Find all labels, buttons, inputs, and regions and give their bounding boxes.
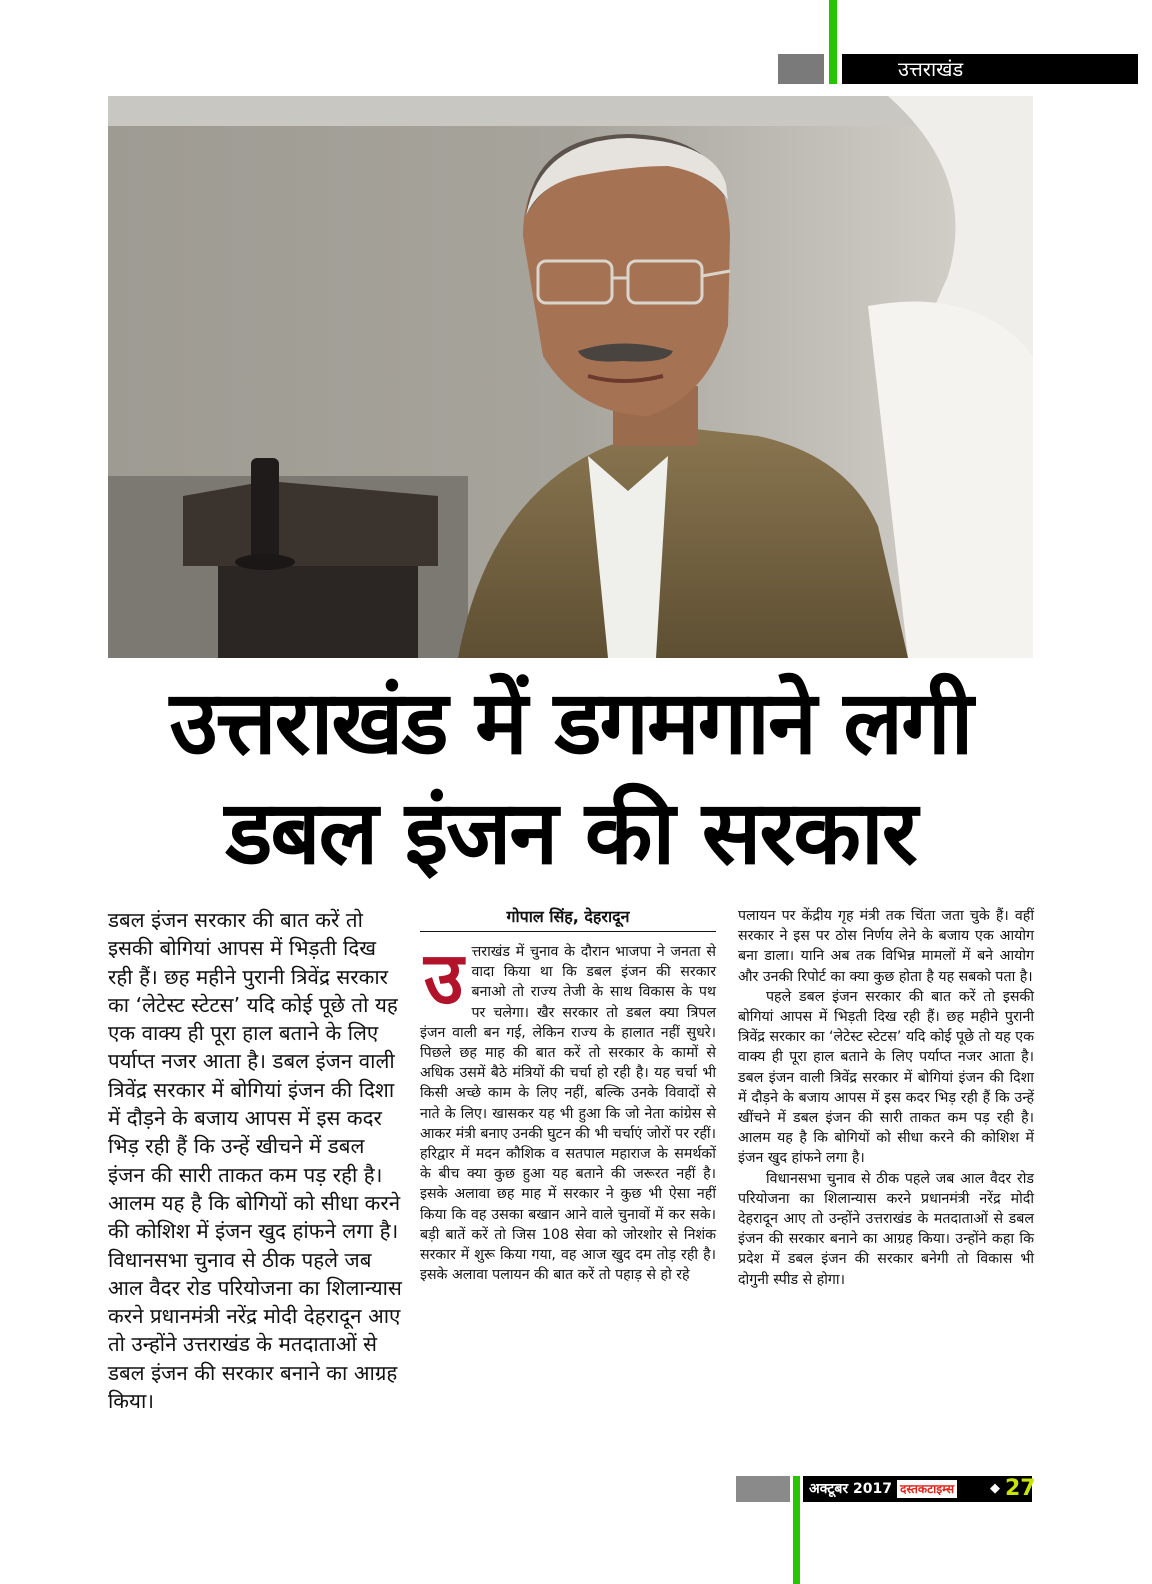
page-number: 27	[1005, 1476, 1036, 1501]
magazine-logo: दस्तकटाइम्स	[897, 1480, 957, 1498]
pullquote-text: डबल इंजन सरकार की बात करें तो इसकी बोगियां आपस में भिड़ती दिख रही हैं। छह महीने पुरानी त्रिवेंद्र सरकार का ‘लेटेस्ट स्टेटस’ यदि कोई पूछे तो यह एक वाक्य ही पूरा हाल बताने के लिए पर्याप्त नजर आता है। डबल इंजन वाली त्रिवेंद्र सरकार में बोगियां इंजन की दिशा में दौड़ने के बजाय आपस में इस कदर भिड़ रही हैं कि उन्हें खीचने में डबल इंजन की सारी ताकत कम पड़ रही है। आलम यह है कि बोगियों को सीधा करने की कोशिश में इंजन खुद हांफने लगा है। विधानसभा चुनाव से ठीक पहले जब आल वैदर रोड परियोजना का शिलान्यास करने प्रधानमंत्री नरेंद्र मोदी देहरादून आए तो उन्होंने उत्तराखंड के मतदाताओं से डबल इंजन की सरकार बनाने का आग्रह किया।	[108, 908, 402, 1414]
headline-line-2: डबल इंजन की सरकार	[225, 781, 916, 884]
green-accent-bar-bottom	[793, 1476, 800, 1584]
headline	[108, 668, 1033, 888]
drop-cap: उ	[424, 935, 464, 1020]
pullquote-column	[108, 906, 403, 1415]
section-header	[842, 54, 1138, 84]
byline: गोपाल सिंह, देहरादून	[420, 906, 716, 932]
portrait-photo	[108, 96, 1033, 658]
article-paragraph-4: विधानसभा चुनाव से ठीक पहले जब आल वैदर रोड परियोजना का शिलान्यास करने प्रधानमंत्री नरेंद्र मोदी देहरादून आए तो उन्होंने उत्तराखंड के मतदाताओं से डबल इंजन की सरकार बनाने का आग्रह किया। उन्होंने कहा कि प्रदेश में डबल इंजन की सरकार बनेगी तो विकास भी दोगुनी स्पीड से होगा।	[738, 1170, 1034, 1288]
article-paragraph-1	[420, 935, 716, 1285]
article-paragraph-3: पहले डबल इंजन सरकार की बात करें तो इसकी बोगियां आपस में भिड़ती दिख रही हैं। छह महीने पुरानी त्रिवेंद्र सरकार का ‘लेटेस्ट स्टेटस’ यदि कोई पूछे तो यह एक वाक्य ही पूरा हाल बताने के लिए पर्याप्त नजर आता है। डबल इंजन वाली त्रिवेंद्र सरकार में बोगियां इंजन की दिशा में दौड़ने के बजाय आपस में इस कदर भिड़ रही हैं कि उन्हें खींचने में डबल इंजन की सारी ताकत कम पड़ रही है। आलम यह है कि बोगियों को सीधा करने की कोशिश में इंजन खुद हांफने लगा है।	[738, 988, 1034, 1167]
page-footer	[803, 1476, 1036, 1502]
gray-accent-block-top	[778, 54, 824, 84]
article-paragraph-2: पलायन पर केंद्रीय गृह मंत्री तक चिंता जता चुके हैं। वहीं सरकार ने इस पर ठोस निर्णय लेने के बजाय एक आयोग बना डाला। यानि अब तक विभिन्न मामलों में बने आयोग और उनकी रिपोर्ट का क्या कुछ होता है यह सबको पता है।	[738, 908, 1034, 985]
issue-date: अक्टूबर 2017	[809, 1481, 892, 1497]
gray-accent-block-bottom	[736, 1476, 790, 1502]
article-column-2	[738, 906, 1034, 1290]
headline-line-1: उत्तराखंड में डगमगाने लगी	[169, 671, 972, 774]
photo-illustration	[108, 96, 1033, 658]
section-label: उत्तराखंड	[898, 57, 964, 81]
article-column-1	[420, 906, 716, 1285]
diamond-icon: ◆	[990, 1481, 1000, 1496]
green-accent-bar-top	[829, 0, 837, 84]
article-paragraph-1-text: त्तराखंड में चुनाव के दौरान भाजपा ने जनता से वादा किया था कि डबल इंजन की सरकार बनाओ तो राज्य तेजी के साथ विकास के पथ पर चलेगा। खैर सरकार तो डबल क्या त्रिपल इंजन वाली बन गई, लेकिन राज्य के हालात नहीं सुधरे। पिछले छह माह की बात करें तो सरकार के कामों से अधिक उसमें बैठे मंत्रियों की चर्चा हो रही है। यह चर्चा भी किसी अच्छे काम के लिए नहीं, बल्कि उनके विवादों से नाते के लिए। खासकर यह भी हुआ कि जो नेता कांग्रेस से आकर मंत्री बनाए उनकी घुटन की भी चर्चाएं जोरों पर रहीं। हरिद्वार में मदन कौशिक व सतपाल महाराज के समर्थकों के बीच क्या कुछ हुआ यह बताने की जरूरत नहीं है। इसके अलावा छह माह में सरकार ने कुछ भी ऐसा नहीं किया कि वह उसका बखान आने वाले चुनावों में कर सके। बड़ी बातें करें तो जिस 108 सेवा को जोरशोर से निशंक सरकार में शुरू किया गया, वह आज खुद दम तोड़ रही है। इसके अलावा पलायन की बात करें तो पहाड़ से हो रहे	[420, 944, 716, 1284]
